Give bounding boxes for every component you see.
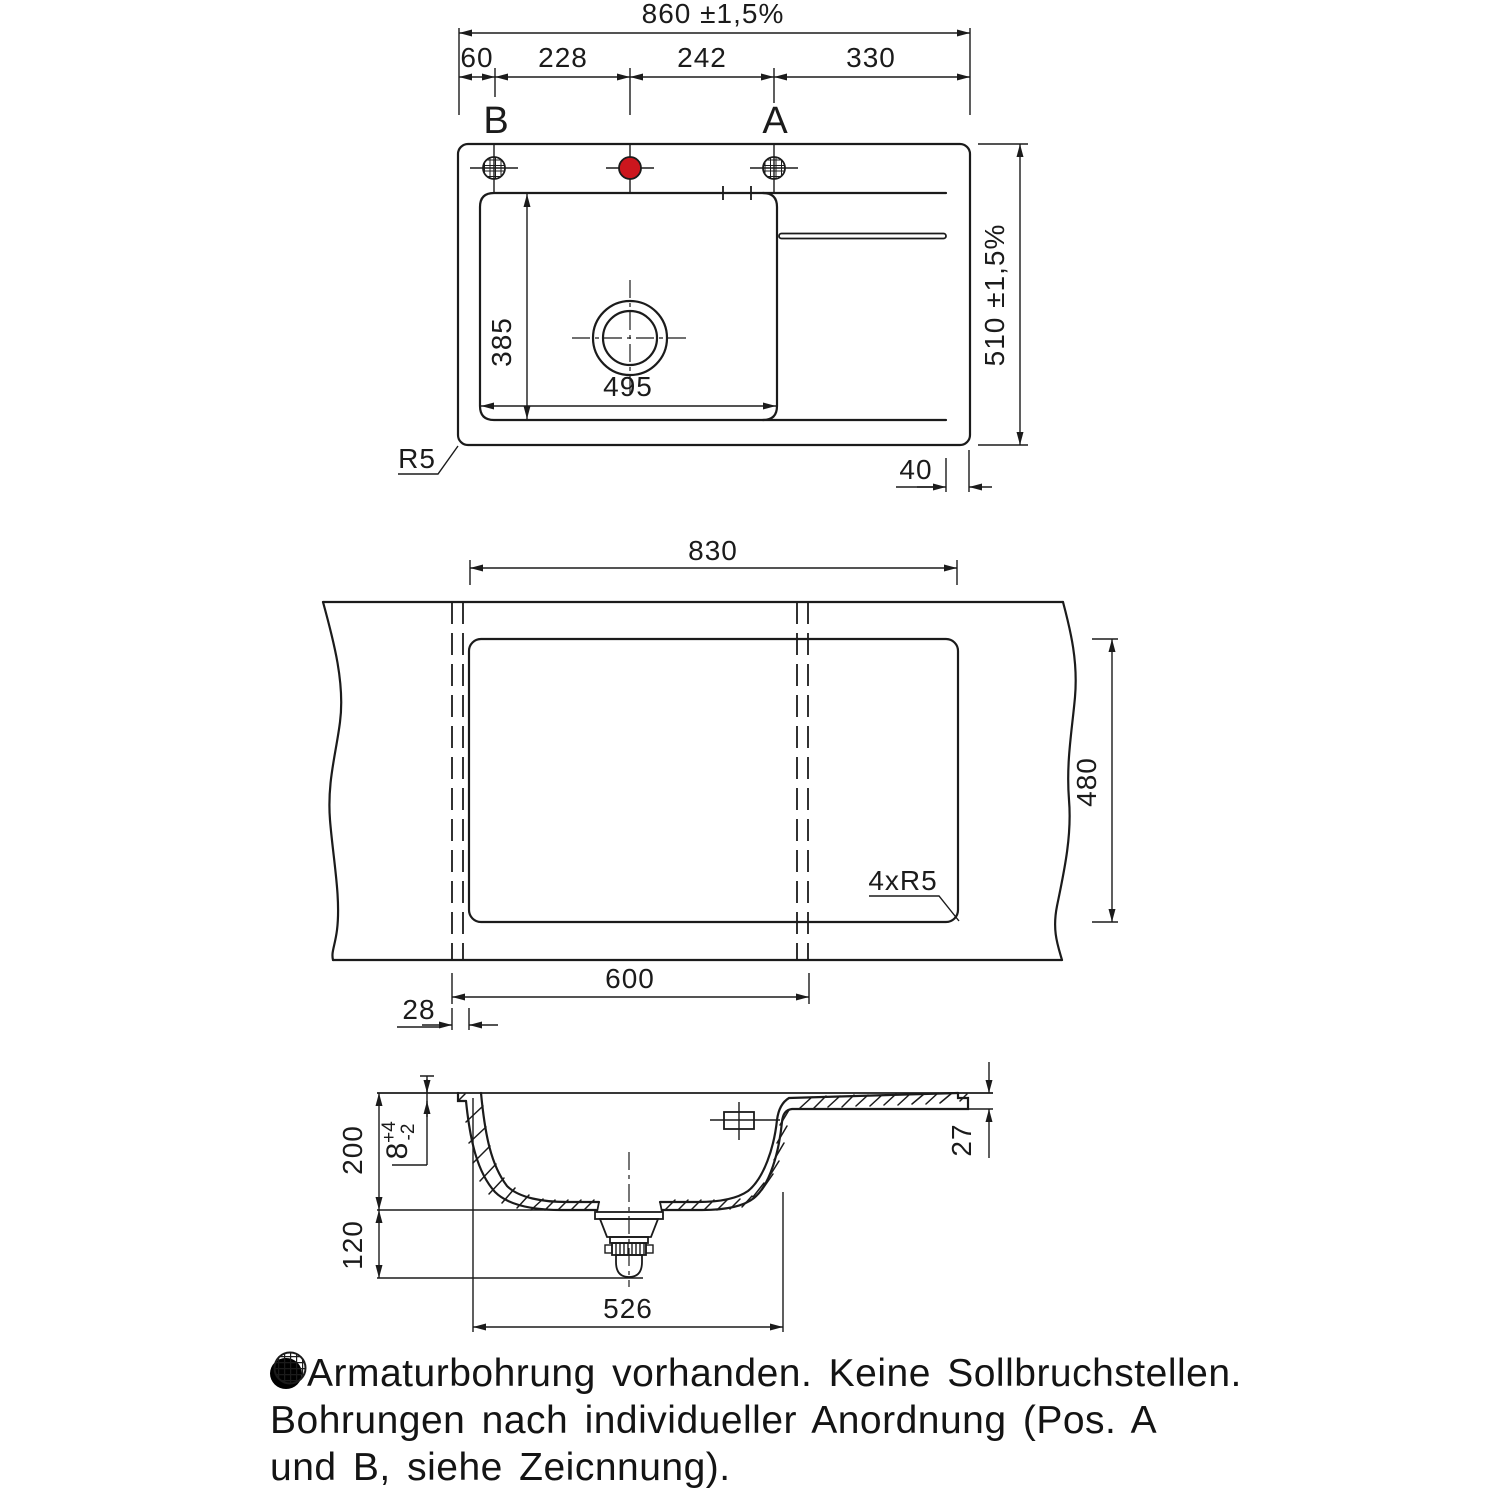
hatched-circle-icon (272, 1350, 308, 1386)
dim-text-860: 860 ±1,5% (641, 0, 785, 29)
dim-text-60: 60 (460, 42, 494, 73)
note-line-1 (270, 1350, 1300, 1397)
note-line-3 (270, 1444, 1300, 1491)
section-view (337, 1062, 993, 1332)
hole-b-circle (483, 157, 505, 179)
drainboard-groove (779, 234, 946, 239)
note-line-3-text: und B, siehe Zeicnnung). (270, 1446, 731, 1489)
label-position-a: A (762, 100, 788, 142)
counter-edges (323, 602, 1063, 960)
label-4xr5: 4xR5 (868, 865, 938, 896)
dim-text-228: 228 (538, 42, 588, 73)
bowl-inner-left (481, 1093, 599, 1202)
dim-text-40: 40 (899, 454, 933, 485)
dim-28 (397, 994, 498, 1030)
chain-dimension (459, 42, 970, 115)
note-line-1-text: Armaturbohrung vorhanden. Keine Sollbruchstellen. (307, 1352, 1242, 1395)
dim-text-tol-minus: -2 (398, 1123, 419, 1141)
hole-position-a (750, 144, 798, 192)
locknut-ribs (616, 1243, 644, 1255)
notes-block (270, 1350, 1300, 1491)
dim-text-120: 120 (337, 1220, 368, 1270)
label-r5: R5 (398, 443, 436, 474)
dim-text-200: 200 (337, 1125, 368, 1175)
dim-text-385: 385 (486, 317, 517, 367)
hole-position-b (470, 144, 518, 192)
dim-text-27: 27 (946, 1123, 977, 1157)
locknut-tab-left (605, 1245, 612, 1253)
counter-break-left (323, 602, 341, 960)
dim-text-242: 242 (677, 42, 727, 73)
overflow-detail (710, 1102, 780, 1140)
locknut-tab-right (646, 1245, 653, 1253)
dim-text-330: 330 (846, 42, 896, 73)
level-extension-lines (377, 1210, 643, 1278)
hole-position-center (606, 144, 654, 192)
dim-8-tolerance (379, 1076, 434, 1165)
radius-callout-r5 (398, 443, 458, 474)
dim-text-526: 526 (603, 1293, 653, 1324)
section-hatching (459, 1093, 967, 1210)
shell-outer-left (466, 1101, 596, 1210)
label-position-b: B (483, 100, 509, 142)
dim-40 (896, 450, 992, 492)
dim-text-tol-plus: +4 (379, 1121, 400, 1143)
note-line-2-text-a: Bohrungen nach individueller Anordnung ( (270, 1399, 1037, 1442)
existing-faucet-hole-marker (619, 157, 641, 179)
note-line-2-text-b: Pos. A (1036, 1399, 1158, 1442)
chain-ticks (495, 68, 774, 115)
hole-a-circle (763, 157, 785, 179)
basin-outline (480, 193, 946, 420)
cutout-view (323, 535, 1118, 1030)
dim-text-480: 480 (1071, 757, 1102, 807)
radius-callout-4xr5 (868, 865, 959, 921)
note-line-2 (270, 1397, 1300, 1444)
dim-text-495: 495 (603, 371, 653, 402)
hidden-sink-edges (452, 602, 808, 960)
drain-assembly (595, 1152, 663, 1287)
dim-text-8: 8 (381, 1142, 414, 1160)
dim-text-600: 600 (605, 963, 655, 994)
sink-outline (458, 144, 970, 445)
shell-outer-right (662, 1093, 968, 1210)
basin-right-edge (763, 193, 777, 420)
dim-text-510: 510 ±1,5% (979, 223, 1010, 367)
plan-view (398, 0, 1028, 492)
dim-text-830: 830 (688, 535, 738, 566)
dim-text-28: 28 (402, 994, 436, 1025)
